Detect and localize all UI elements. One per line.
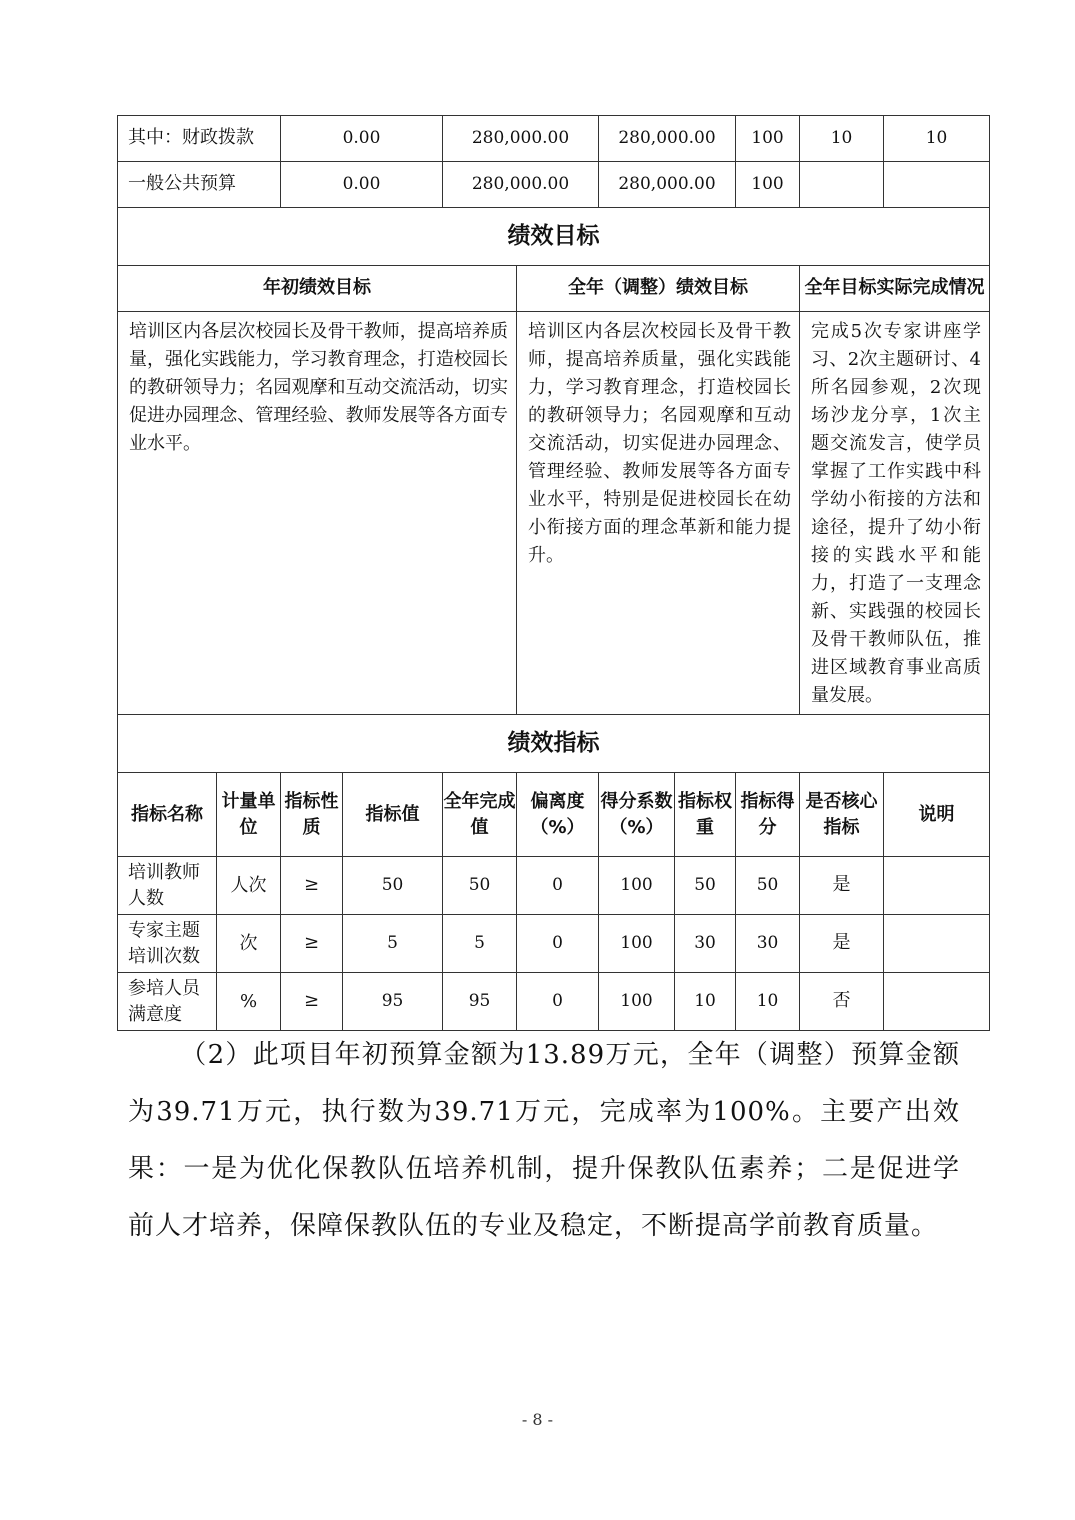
budget-adjusted: 280,000.00 bbox=[443, 116, 599, 162]
indicator-score: 30 bbox=[736, 915, 800, 973]
budget-row bbox=[118, 162, 990, 208]
indicator-unit: 次 bbox=[217, 915, 281, 973]
budget-score: 10 bbox=[884, 116, 990, 162]
goals-header-adjusted: 全年（调整）绩效目标 bbox=[517, 266, 800, 312]
budget-label: 其中：财政拨款 bbox=[118, 116, 281, 162]
indicator-actual: 95 bbox=[443, 973, 517, 1031]
indicator-note bbox=[884, 915, 990, 973]
budget-initial: 0.00 bbox=[281, 162, 443, 208]
indicators-header-row bbox=[118, 773, 990, 857]
indicator-deviation: 0 bbox=[517, 915, 599, 973]
indicator-unit: 人次 bbox=[217, 857, 281, 915]
col-header-deviation: 偏离度（%） bbox=[517, 773, 599, 857]
budget-row bbox=[118, 116, 990, 162]
performance-table bbox=[117, 115, 990, 1031]
col-header-nature: 指标性质 bbox=[281, 773, 343, 857]
budget-initial: 0.00 bbox=[281, 116, 443, 162]
indicator-nature: ≥ bbox=[281, 915, 343, 973]
indicator-core: 是 bbox=[800, 857, 884, 915]
initial-goal-text: 培训区内各层次校园长及骨干教师，提高培养质量，强化实践能力，学习教育理念，打造校园长的教研领导力；名园观摩和互动交流活动，切实促进办园理念、管理经验、教师发展等各方面专业水平。 bbox=[118, 312, 517, 715]
indicator-actual: 5 bbox=[443, 915, 517, 973]
indicator-deviation: 0 bbox=[517, 857, 599, 915]
goals-section-title: 绩效目标 bbox=[118, 208, 990, 266]
col-header-weight: 指标权重 bbox=[675, 773, 736, 857]
indicator-name: 参培人员满意度 bbox=[118, 973, 217, 1031]
col-header-target: 指标值 bbox=[343, 773, 443, 857]
indicator-score: 10 bbox=[736, 973, 800, 1031]
col-header-core: 是否核心指标 bbox=[800, 773, 884, 857]
indicator-note bbox=[884, 857, 990, 915]
indicator-name: 专家主题培训次数 bbox=[118, 915, 217, 973]
indicator-target: 50 bbox=[343, 857, 443, 915]
indicator-target: 5 bbox=[343, 915, 443, 973]
goals-header-actual: 全年目标实际完成情况 bbox=[800, 266, 990, 312]
indicator-name: 培训教师人数 bbox=[118, 857, 217, 915]
col-header-name: 指标名称 bbox=[118, 773, 217, 857]
budget-rate: 100 bbox=[736, 162, 800, 208]
indicator-weight: 10 bbox=[675, 973, 736, 1031]
indicator-unit: % bbox=[217, 973, 281, 1031]
col-header-score: 指标得分 bbox=[736, 773, 800, 857]
indicator-deviation: 0 bbox=[517, 973, 599, 1031]
budget-executed: 280,000.00 bbox=[599, 162, 736, 208]
budget-score bbox=[884, 162, 990, 208]
budget-weight bbox=[800, 162, 884, 208]
budget-executed: 280,000.00 bbox=[599, 116, 736, 162]
table-row bbox=[118, 857, 990, 915]
col-header-actual: 全年完成值 bbox=[443, 773, 517, 857]
col-header-unit: 计量单位 bbox=[217, 773, 281, 857]
budget-weight: 10 bbox=[800, 116, 884, 162]
indicator-coef: 100 bbox=[599, 915, 675, 973]
indicator-coef: 100 bbox=[599, 857, 675, 915]
indicators-section-title: 绩效指标 bbox=[118, 715, 990, 773]
adjusted-goal-text: 培训区内各层次校园长及骨干教师，提高培养质量，强化实践能力，学习教育理念，打造校园长的教研领导力；名园观摩和互动交流活动，切实促进办园理念、管理经验、教师发展等各方面专业水平，特别是促进校园长在幼小衔接方面的理念革新和能力提升。 bbox=[517, 312, 800, 715]
body-paragraph-text: （2）此项目年初预算金额为13.89万元，全年（调整）预算金额为39.71万元，执行数为39.71万元，完成率为100%。主要产出效果：一是为优化保教队伍培养机制，提升保教队伍素养；二是促进学前人才培养，保障保教队伍的专业及稳定，不断提高学前教育质量。 bbox=[128, 1040, 960, 1241]
table-row bbox=[118, 915, 990, 973]
budget-adjusted: 280,000.00 bbox=[443, 162, 599, 208]
indicator-weight: 50 bbox=[675, 857, 736, 915]
indicator-nature: ≥ bbox=[281, 857, 343, 915]
indicator-coef: 100 bbox=[599, 973, 675, 1031]
indicator-note bbox=[884, 973, 990, 1031]
col-header-coef: 得分系数（%） bbox=[599, 773, 675, 857]
page-number: - 8 - bbox=[521, 1410, 554, 1429]
indicator-core: 是 bbox=[800, 915, 884, 973]
goals-header-initial: 年初绩效目标 bbox=[118, 266, 517, 312]
actual-completion-text: 完成5次专家讲座学习、2次主题研讨、4所名园参观，2次现场沙龙分享，1次主题交流发言，使学员掌握了工作实践中科学幼小衔接的方法和途径，提升了幼小衔接的实践水平和能力，打造了一支理念新、实践强的校园长及骨干教师队伍，推进区域教育事业高质量发展。 bbox=[800, 312, 990, 715]
indicator-nature: ≥ bbox=[281, 973, 343, 1031]
col-header-note: 说明 bbox=[884, 773, 990, 857]
budget-rate: 100 bbox=[736, 116, 800, 162]
budget-label: 一般公共预算 bbox=[118, 162, 281, 208]
indicator-core: 否 bbox=[800, 973, 884, 1031]
indicator-weight: 30 bbox=[675, 915, 736, 973]
indicator-actual: 50 bbox=[443, 857, 517, 915]
body-paragraph bbox=[128, 1027, 960, 1255]
indicator-target: 95 bbox=[343, 973, 443, 1031]
indicator-score: 50 bbox=[736, 857, 800, 915]
table-row bbox=[118, 973, 990, 1031]
